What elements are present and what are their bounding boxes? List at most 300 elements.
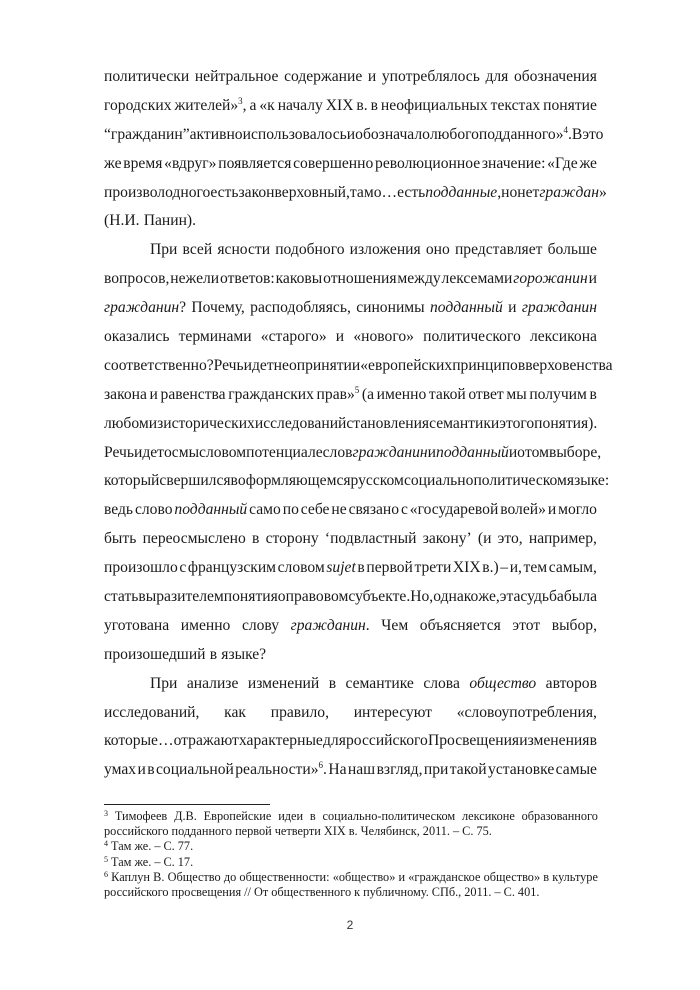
word: правовом [285,588,349,606]
word: идеи [278,809,304,823]
word: текстах [490,96,541,114]
word: В. [153,869,165,884]
text-line [104,583,597,612]
word: Европейские [203,809,272,823]
text-line [104,236,597,265]
word: ясности [217,241,271,259]
word: отношения [323,270,397,288]
word: произвол [104,183,166,201]
word: 401. [517,884,540,899]
footnote-line [104,870,598,885]
word: содержание [284,68,363,85]
word: больше [547,241,597,259]
word: нейтральное [194,68,279,85]
text-line [104,612,597,641]
word: Почему, [191,299,245,317]
word: первой [235,824,272,839]
word: это [582,125,604,143]
word: жителей»$^3$, [174,95,247,114]
word: для [322,732,346,750]
word: нет [517,183,540,201]
word: изменения [519,732,590,750]
word: оказались [104,328,170,346]
text-line [104,63,597,92]
text-line [104,150,597,179]
word: представляет [454,241,543,259]
word: лексиконе [461,809,515,823]
word: же [579,154,597,172]
word: и [335,328,345,346]
word: российского [104,884,169,899]
word: в. [348,824,358,839]
word: Панин). [143,212,197,230]
word: (Н.И. [104,212,140,230]
word: есть [210,183,239,201]
word: слову [241,616,280,634]
word: подданные, [425,183,502,201]
word: в [589,732,597,750]
word: в [309,809,316,823]
word: началу [277,96,323,114]
word: в [230,472,238,490]
word: 3 [104,809,108,818]
word: социально-политическом [322,809,456,823]
word: – [453,824,460,839]
word: идет [133,443,164,461]
word: правило, [270,703,329,721]
word: “гражданин” [104,125,190,143]
word: языке: [566,472,610,490]
word: образованного [521,809,598,823]
word: СПб., [431,884,462,899]
word: исторических [163,414,255,432]
word: о [163,443,172,461]
word: «гражданское [408,869,481,884]
footnote-line [104,855,598,870]
word: в [543,869,550,884]
word: нежели [170,270,220,288]
word: 5 [104,854,108,864]
word: граждан» [539,183,607,201]
word: и [427,443,437,461]
word: к [354,884,361,899]
text-line [104,525,597,554]
text-line [104,92,597,121]
text-line [104,410,597,439]
word: такой [428,385,466,403]
text-line [104,352,613,381]
word: гражданин? [104,299,187,317]
word: XIX [323,824,346,839]
text-line [104,467,610,496]
word: Речь [104,443,134,461]
word: терминами [178,328,252,346]
word: публичному. [363,884,429,899]
word: «старого» [260,328,327,346]
word: в [370,96,378,114]
word: С. [163,839,175,854]
word: соответственно? [104,356,214,374]
word: изложения [349,241,421,259]
word: гражданских [228,385,314,403]
word: исследований, [104,703,200,721]
word: активно [189,125,243,143]
word: «государевой [409,501,499,519]
word: при [423,761,449,779]
word: именно [180,616,231,634]
word: обозначало [355,125,430,143]
word: как [224,703,246,721]
word: произошло [104,559,178,577]
word: объясняется [419,616,501,634]
word: 2011. [464,884,492,899]
word: в [328,674,337,692]
word: культуре [552,869,598,884]
word: становления [346,414,430,432]
word: подданного»$^4$. [478,124,572,143]
word: быть [104,530,137,548]
word: (а [361,385,375,403]
word: Д.В. [174,809,197,823]
word: волей» [500,501,546,519]
word: любого [429,125,479,143]
word: это, [497,530,523,548]
word: и [588,270,597,288]
word: Но, [410,588,434,606]
word: четверти [274,824,321,839]
word: произошедший [104,645,206,663]
word: прав»$^5$ [316,384,360,403]
word: подданный [174,501,248,519]
word: слово [134,501,173,519]
word: политически [104,68,190,85]
word: этот [512,616,541,634]
word: «общество» [332,869,396,884]
word: Челябинск, [360,824,420,839]
word: которые…отражают [104,732,239,750]
word: С. [462,824,474,839]
word: Просвещения [427,732,520,750]
word: не [273,356,289,374]
word: том [524,443,549,461]
word: себе [300,501,330,519]
word: общество» [483,869,541,884]
text-line [104,121,604,150]
word: в [251,530,260,548]
word: а [249,96,257,114]
word: же. [134,854,152,869]
word: принципов [452,356,526,374]
word: просвещения [171,884,242,899]
footnote-separator [104,804,270,805]
word: социально [403,472,474,490]
word: самые [555,761,597,779]
text-line [104,756,597,785]
word: и [367,68,377,85]
word: 17. [177,854,194,869]
word: гражданин. [290,616,370,634]
word: выразителем [138,588,224,606]
word: о [288,356,297,374]
word: само [249,501,281,519]
word: Каплун [111,869,150,884]
word: понятие [543,96,597,114]
text-line [104,265,597,294]
word: о [277,588,286,606]
text-line [104,727,597,756]
word: русском [350,472,404,490]
footnote-line [104,809,598,824]
word: революционное [375,154,481,172]
word: однако [433,588,479,606]
word: – [154,854,161,869]
word: и [137,761,146,779]
word: «словоупотребления, [456,703,597,721]
word: например, [528,530,597,548]
text-line [104,179,607,208]
word: с [179,559,187,577]
word: из [148,414,164,432]
word: (и [477,530,492,548]
word: в [357,559,365,577]
word: Общество [167,869,221,884]
word: появляется [218,154,292,172]
word: Там [111,839,132,854]
word: языке? [221,645,267,663]
word: словом [277,559,325,577]
word: подданный [429,299,503,317]
text-line [104,381,597,410]
word: принятии [296,356,361,374]
word: закона [104,385,147,403]
word: каковы [275,270,323,288]
word: sujet [326,559,356,577]
word: 77. [177,839,194,854]
word: городских [104,96,172,114]
word: по [282,501,299,519]
word: значение: [481,154,546,172]
footnote-line [104,824,598,839]
word: горожанин [513,270,588,288]
word: ведь [104,501,134,519]
word: была [563,588,597,606]
word: авторов [545,674,597,692]
word: Чем [381,616,409,634]
word: характерные [238,732,323,750]
word: одного [165,183,211,201]
word: и, [509,559,522,577]
word: На [328,761,347,779]
word: оформляющемся [237,472,351,490]
word: неофициальных [380,96,488,114]
text-line [104,323,597,352]
word: подданного [171,824,233,839]
word: умах [104,761,137,779]
word: равенства [160,385,226,403]
word: мы [506,385,527,403]
word: могло [558,501,597,519]
word: до [223,869,237,884]
word: такой [449,761,487,779]
word: «к [259,96,275,114]
word: же. [134,839,152,854]
word: 75. [476,824,492,839]
word: стать [104,588,139,606]
word: гражданин [521,299,597,317]
word: социальной [155,761,234,779]
text-line [104,554,597,583]
word: судьба [520,588,564,606]
text-line [104,496,597,525]
word: закон [238,183,275,201]
word: о [517,443,525,461]
body-text [104,63,613,785]
word: субъекте. [348,588,411,606]
word: в [589,385,597,403]
word: российского [104,824,169,839]
word: и [508,299,517,317]
word: «нового» [353,328,414,346]
word: подобного [275,241,345,259]
word: употреблялось [381,68,480,85]
word: ответов: [220,270,275,288]
word: гражданин [352,443,428,461]
word: установке [488,761,555,779]
footnotes [104,809,598,900]
word: синонимы [356,299,425,317]
word: любом [104,414,149,432]
word: в [147,761,155,779]
word: От [253,884,269,899]
word: семантики [429,414,500,432]
word: // [244,884,251,899]
word: смысловом [171,443,247,461]
word: не [331,501,347,519]
word: «европейских [360,356,453,374]
word: французским [187,559,277,577]
text-line [104,699,597,728]
word: реальности»$^6$. [235,760,327,779]
word: политическом [473,472,567,490]
word: 6 [104,869,108,879]
footnote-line [104,839,598,854]
word: же [104,154,122,172]
text-line [104,294,597,323]
word: эта [499,588,521,606]
word: XIX [452,559,481,577]
word: выборе, [548,443,602,461]
word: трети [414,559,452,577]
text-line [104,641,597,670]
word: и [346,125,356,143]
word: в [209,645,218,663]
word: семантике [345,674,414,692]
word: слов [322,443,353,461]
word: сторону [265,530,319,548]
word: 2011. [422,824,451,839]
word: 4 [104,839,108,849]
word: и [149,385,158,403]
word: Там [111,854,132,869]
word: ‘подвластный [324,530,417,548]
word: общественности: [239,869,330,884]
word: подданный [436,443,509,461]
word: переосмыслено [142,530,246,548]
word: интересуют [353,703,432,721]
word: изменений [247,674,320,692]
word: и [547,501,557,519]
word: в.) [482,559,499,577]
word: При [150,241,178,259]
word: всей [182,241,213,259]
word: понятия [223,588,278,606]
word: и [398,869,406,884]
word: В [571,125,583,143]
text-line [104,207,597,236]
word: с [400,501,408,519]
word: оно [425,241,450,259]
text-line [104,439,602,468]
footnote-line [104,885,598,900]
word: первой [366,559,413,577]
word: идет [243,356,274,374]
word: потенциале [246,443,323,461]
word: ответ [468,385,504,403]
word: Тимофеев [114,809,168,823]
word: «вдруг» [164,154,217,172]
word: общественного [271,884,352,899]
word: верховенства [525,356,613,374]
word: Речь [213,356,244,374]
page-number: 2 [346,918,354,932]
word: время [123,154,163,172]
word: выбор, [551,616,597,634]
word: понятия). [534,414,598,432]
word: лексикона [529,328,597,346]
word: «Где [547,154,578,172]
word: же, [478,588,500,606]
word: верховный, [274,183,350,201]
word: – [500,559,509,577]
word: взгляд, [376,761,423,779]
word: для [485,68,509,85]
word: самым, [548,559,597,577]
word: наш [347,761,376,779]
word: свершился [159,472,231,490]
word: в. [356,96,368,114]
word: но [501,183,518,201]
word: При [150,674,178,692]
word: получим [529,385,587,403]
word: общество [469,674,537,692]
word: – [494,884,501,899]
word: и [508,443,518,461]
word: этого [499,414,535,432]
word: политического [423,328,521,346]
word: связано [348,501,400,519]
text-line [104,670,597,699]
word: – [154,839,161,854]
word: именно [376,385,427,403]
word: тамо…есть [349,183,426,201]
word: обозначения [513,68,597,85]
word: С. [503,884,515,899]
word: который [104,472,160,490]
word: закону’ [422,530,472,548]
word: вопросов, [104,270,170,288]
word: XIX [325,96,354,114]
word: анализе [186,674,239,692]
